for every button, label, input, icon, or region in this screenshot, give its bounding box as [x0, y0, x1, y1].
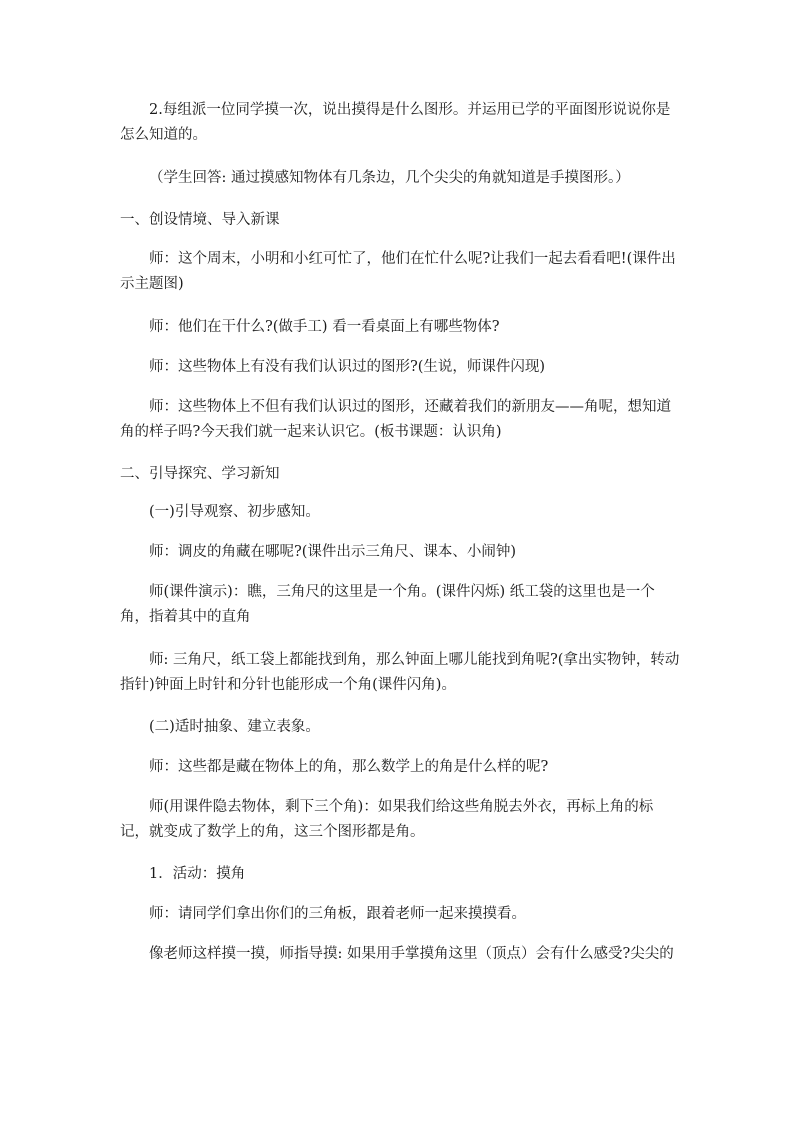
- paragraph-teacher-2: 师：他们在干什么?(做手工) 看一看桌面上有哪些物体?: [149, 319, 500, 335]
- section-heading-2: 二、引导探究、学习新知: [120, 466, 280, 482]
- subsection-heading-1: (一)引导观察、初步感知。: [149, 504, 320, 520]
- paragraph-student-answer: （学生回答: 通过摸感知物体有几条边，几个尖尖的角就知道是手摸图形。）: [149, 170, 630, 186]
- paragraph-teacher-6: 师(课件演示)：瞧，三角尺的这里是一个角。(课件闪烁) 纸工袋的这里也是一个角，指着其中的直角: [120, 584, 655, 625]
- paragraph-teacher-3: 师：这些物体上有没有我们认识过的图形?(生说，师课件闪现): [149, 359, 546, 375]
- paragraph-activity-2: 2.每组派一位同学摸一次，说出摸得是什么图形。并运用已学的平面图形说说你是怎么知道的。: [120, 102, 671, 143]
- paragraph-teacher-9: 师(用课件隐去物体，剩下三个角)：如果我们给这些角脱去外衣，再标上角的标记，就变成了数学上的角，这三个图形都是角。: [120, 799, 654, 840]
- paragraph-teacher-11: 像老师这样摸一摸，师指导摸: 如果用手掌摸角这里（顶点）会有什么感受?尖尖的: [149, 946, 674, 962]
- activity-heading: 1．活动：摸角: [149, 866, 246, 882]
- section-heading-1: 一、创设情境、导入新课: [120, 212, 280, 228]
- subsection-heading-2: (二)适时抽象、建立表象。: [149, 719, 320, 735]
- paragraph-teacher-8: 师：这些都是藏在物体上的角，那么数学上的角是什么样的呢?: [149, 759, 549, 775]
- paragraph-teacher-10: 师：请同学们拿出你们的三角板，跟着老师一起来摸摸看。: [149, 906, 526, 922]
- paragraph-teacher-1: 师：这个周末，小明和小红可忙了，他们在忙什么呢?让我们一起去看看吧!(课件出示主题图): [120, 251, 676, 292]
- paragraph-teacher-5: 师：调皮的角藏在哪呢?(课件出示三角尺、课本、小闹钟): [149, 544, 517, 560]
- paragraph-teacher-7: 师: 三角尺，纸工袋上都能找到角，那么钟面上哪儿能找到角呢?(拿出实物钟，转动指针)钟面上时针和分针也能形成一个角(课件闪角)。: [120, 652, 680, 693]
- paragraph-teacher-4: 师：这些物体上不但有我们认识过的图形，还藏着我们的新朋友——角呢，想知道角的样子吗?今天我们就一起来认识它。(板书课题：认识角): [120, 399, 671, 440]
